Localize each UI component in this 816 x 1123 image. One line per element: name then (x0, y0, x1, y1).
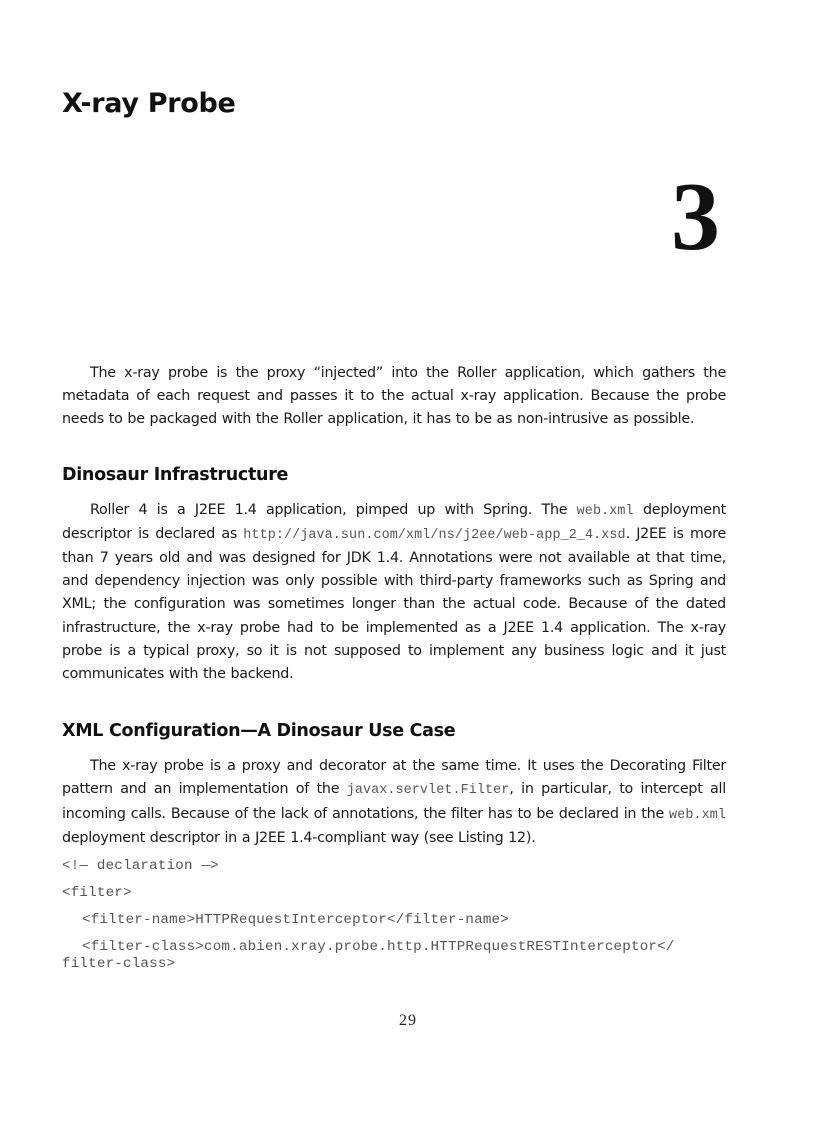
page-content (62, 362, 726, 973)
code-line-filter-open: <filter> (62, 885, 132, 902)
paragraph-text: , in particular, to intercept all incoming calls. Because of the lack of annotations, the filter has to be declared in the (62, 781, 726, 822)
section-heading-xml-configuration: XML Configuration—A Dinosaur Use Case (62, 721, 456, 742)
page-number: 29 (399, 1012, 417, 1029)
code-line-comment: <!— declaration —> (62, 858, 219, 875)
inline-code-servlet-filter: javax.servlet.Filter (346, 783, 510, 799)
intro-paragraph: The x-ray probe is the proxy “injected” into the Roller application, which gathers the metadata of each request and passes it to the actual x-ray application. Because the probe needs to be packaged with the Roller application, it has to be as non-intrusive as possible. (62, 365, 726, 428)
inline-code-web-xml: web.xml (669, 807, 726, 823)
paragraph-text: . J2EE is more than 7 years old and was designed for JDK 1.4. Annotations were not available at that time, and dependency injection was only possible with third-party frameworks such as Spring and XML; the configuration was sometimes longer than the actual code. Because of the dated infrastructure, the x-ray probe had to be implemented as a J2EE 1.4 application. The x-ray probe is a typical proxy, so it is not supposed to implement any business logic and it just communicates with the backend. (62, 525, 727, 683)
chapter-title: X-ray Probe (62, 88, 236, 119)
paragraph-text: deployment descriptor in a J2EE 1.4-compliant way (see Listing 12). (62, 829, 536, 846)
paragraph-text: deployment descriptor is declared as (62, 501, 726, 542)
code-line-filter-name: <filter-name>HTTPRequestInterceptor</filter-name> (82, 912, 509, 929)
section-heading-dinosaur-infrastructure: Dinosaur Infrastructure (62, 464, 289, 485)
paragraph-text: The x-ray probe is a proxy and decorator at the same time. It uses the Decorating Filter pattern and an implementation of the (62, 758, 726, 798)
dinosaur-infrastructure-paragraph (62, 499, 726, 687)
code-line-filter-class: <filter-class>com.abien.xray.probe.http.HTTPRequestRESTInterceptor</ filter-class> (62, 939, 684, 973)
xml-configuration-paragraph (62, 755, 726, 850)
chapter-number: 3 (671, 163, 720, 271)
inline-code-web-xml: web.xml (576, 503, 634, 519)
inline-code-xsd-url: http://java.sun.com/xml/ns/j2ee/web-app_2_4.xsd (243, 527, 626, 543)
paragraph-text: Roller 4 is a J2EE 1.4 application, pimped up with Spring. The (90, 501, 577, 518)
